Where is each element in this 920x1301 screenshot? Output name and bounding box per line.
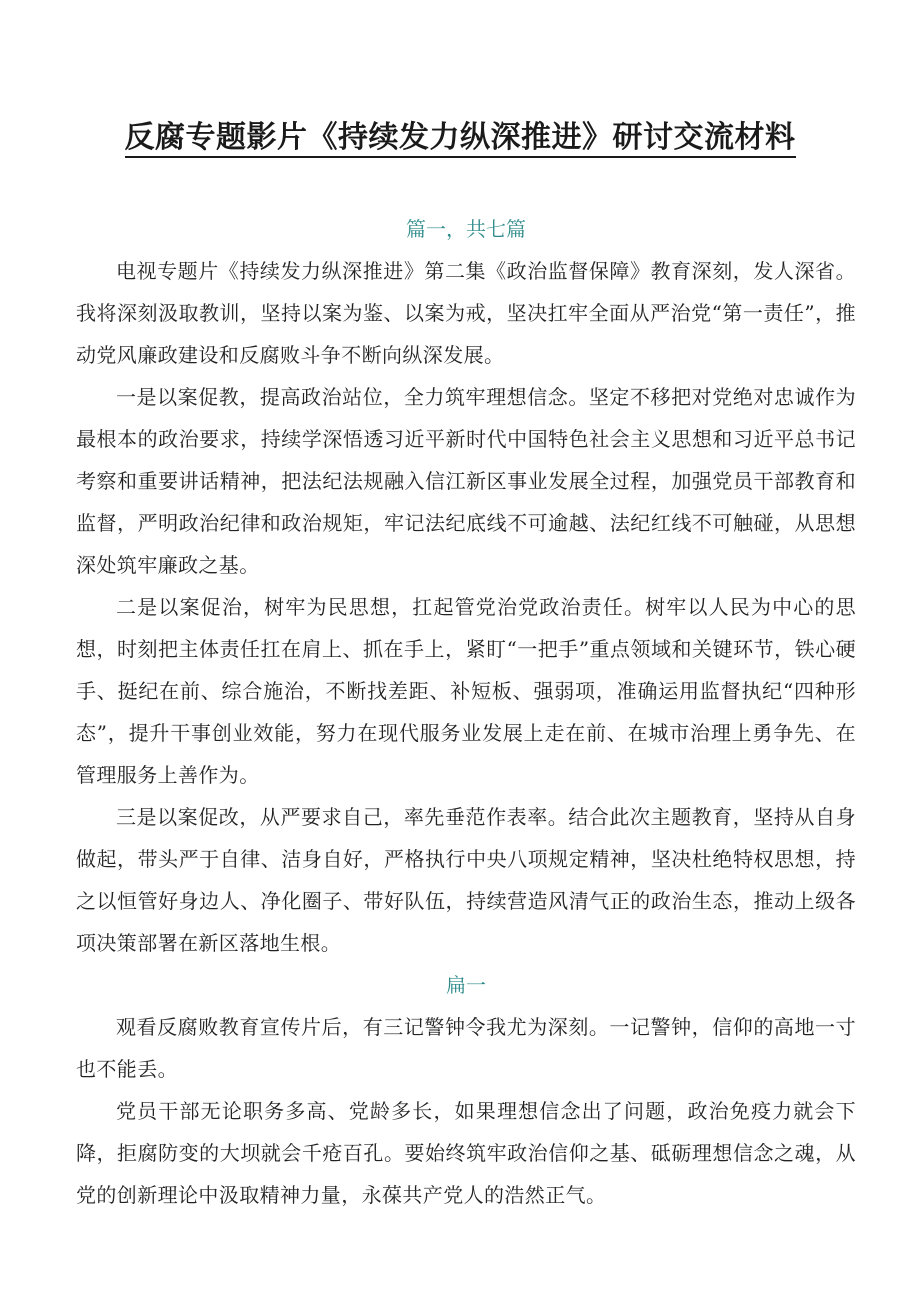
paragraph-point-one: 一是以案促教，提高政治站位，全力筑牢理想信念。坚定不移把对党绝对忠诚作为最根本的政治要求，持续学深悟透习近平新时代中国特色社会主义思想和习近平总书记考察和重要讲话精神，把法纪法规融入信江新区事业发展全过程，加强党员干部教育和监督，严明政治纪律和政治规矩，牢记法纪底线不可逾越、法纪红线不可触碰，从思想深处筑牢廉政之基。 — [76, 385, 856, 577]
document-title-text: 反腐专题影片《持续发力纵深推进》研讨交流材料 — [125, 120, 796, 158]
section-heading-2: 扁一 — [446, 973, 486, 997]
paragraph-point-three: 三是以案促改，从严要求自己，率先垂范作表率。结合此次主题教育，坚持从自身做起，带头严于自律、洁身自好，严格执行中央八项规定精神，坚决杜绝特权思想，持之以恒管好身边人、净化圈子、带好队伍，持续营造风清气正的政治生态，推动上级各项决策部署在新区落地生根。 — [76, 805, 856, 955]
document-title — [0, 115, 920, 161]
paragraph-warning-intro: 观看反腐败教育宣传片后，有三记警钟令我尤为深刻。一记警钟，信仰的高地一寸也不能丢。 — [76, 1015, 856, 1081]
paragraph-warning-body: 党员干部无论职务多高、党龄多长，如果理想信念出了问题，政治免疫力就会下降，拒腐防变的大坝就会千疮百孔。要始终筑牢政治信仰之基、砥砺理想信念之魂，从党的创新理论中汲取精神力量，永葆共产党人的浩然正气。 — [76, 1099, 856, 1207]
paragraph-point-two: 二是以案促治，树牢为民思想，扛起管党治党政治责任。树牢以人民为中心的思想，时刻把主体责任扛在肩上、抓在手上，紧盯“一把手”重点领域和关键环节，铁心硬手、挺纪在前、综合施治，不断找差距、补短板、强弱项，准确运用监督执纪“四种形态”，提升干事创业效能，努力在现代服务业发展上走在前、在城市治理上勇争先、在管理服务上善作为。 — [76, 595, 856, 787]
paragraph-intro: 电视专题片《持续发力纵深推进》第二集《政治监督保障》教育深刻，发人深省。我将深刻汲取教训，坚持以案为鉴、以案为戒，坚决扛牢全面从严治党“第一责任”，推动党风廉政建设和反腐败斗争不断向纵深发展。 — [76, 259, 856, 367]
document-body — [76, 208, 856, 1216]
section-heading-1: 篇一，共七篇 — [406, 217, 526, 241]
